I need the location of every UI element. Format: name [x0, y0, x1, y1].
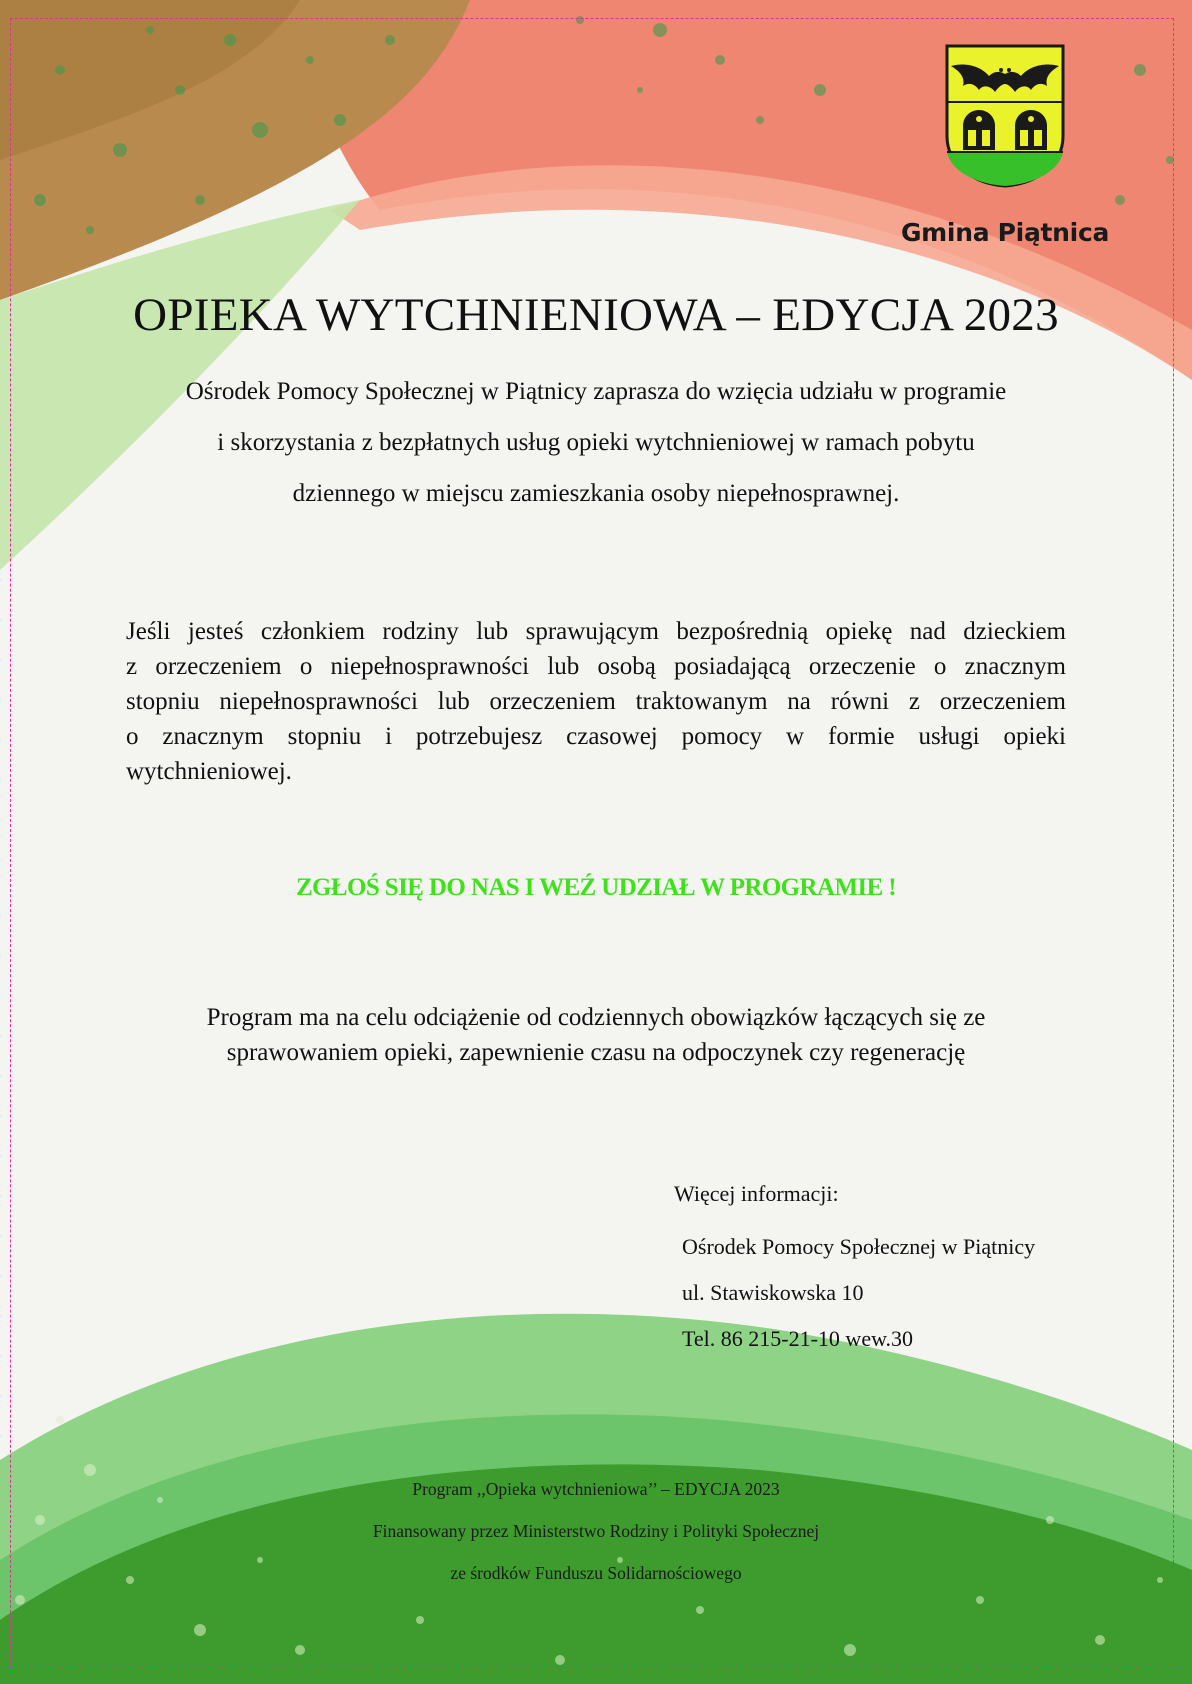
contact-line: Ośrodek Pomocy Społecznej w Piątnicy: [682, 1234, 1036, 1259]
eligibility-line: z orzeczeniem o niepełnosprawności lub osobą posiadającą orzeczenie o znacznym: [126, 653, 1066, 680]
eligibility-line: stopniu niepełnosprawności lub orzeczeniem traktowanym na równi z orzeczeniem: [126, 688, 1066, 715]
intro-line: Ośrodek Pomocy Społecznej w Piątnicy zaprasza do wzięcia udziału w programie: [185, 378, 1007, 405]
goal-line: sprawowaniem opieki, zapewnienie czasu na odpoczynek czy regenerację: [226, 1039, 966, 1066]
logo-text: Gmina Piątnica: [900, 218, 1110, 247]
logo: [900, 40, 1110, 247]
intro-line: dziennego w miejscu zamieszkania osoby niepełnosprawnej.: [292, 480, 900, 507]
contact-phone: Tel. 86 215-21-10 wew.30: [682, 1326, 914, 1351]
eligibility-line: o znacznym stopniu i potrzebujesz czasowej pomocy w formie usługi opieki: [126, 723, 1066, 750]
footer-line: Finansowany przez Ministerstwo Rodziny i Polityki Społecznej: [372, 1521, 820, 1541]
contact-info: [674, 1181, 1035, 1372]
goal-paragraph: [100, 1000, 1092, 1070]
footer-line: Program ,,Opieka wytchnieniowa’’ – EDYCJA 2023: [412, 1479, 780, 1499]
eligibility-line: wytchnieniowej.: [126, 758, 292, 785]
eligibility-paragraph: [126, 614, 1066, 789]
call-to-action: ZGŁOŚ SIĘ DO NAS I WEŹ UDZIAŁ W PROGRAMIE !: [295, 874, 897, 901]
coat-of-arms-icon: [941, 40, 1069, 190]
footer-line: ze środków Funduszu Solidarnościowego: [450, 1563, 742, 1583]
page-title: OPIEKA WYTCHNIENIOWA – EDYCJA 2023: [133, 289, 1059, 341]
contact-header: Więcej informacji:: [674, 1181, 839, 1206]
goal-line: Program ma na celu odciążenie od codziennych obowiązków łączących się ze: [206, 1004, 986, 1031]
eligibility-line: Jeśli jesteś członkiem rodziny lub sprawującym bezpośrednią opiekę nad dzieckiem: [126, 618, 1066, 645]
footer: [0, 1479, 1192, 1605]
contact-line: ul. Stawiskowska 10: [682, 1280, 864, 1305]
intro-line: i skorzystania z bezpłatnych usług opieki wytchnieniowej w ramach pobytu: [217, 429, 975, 456]
intro-paragraph: [120, 366, 1072, 519]
